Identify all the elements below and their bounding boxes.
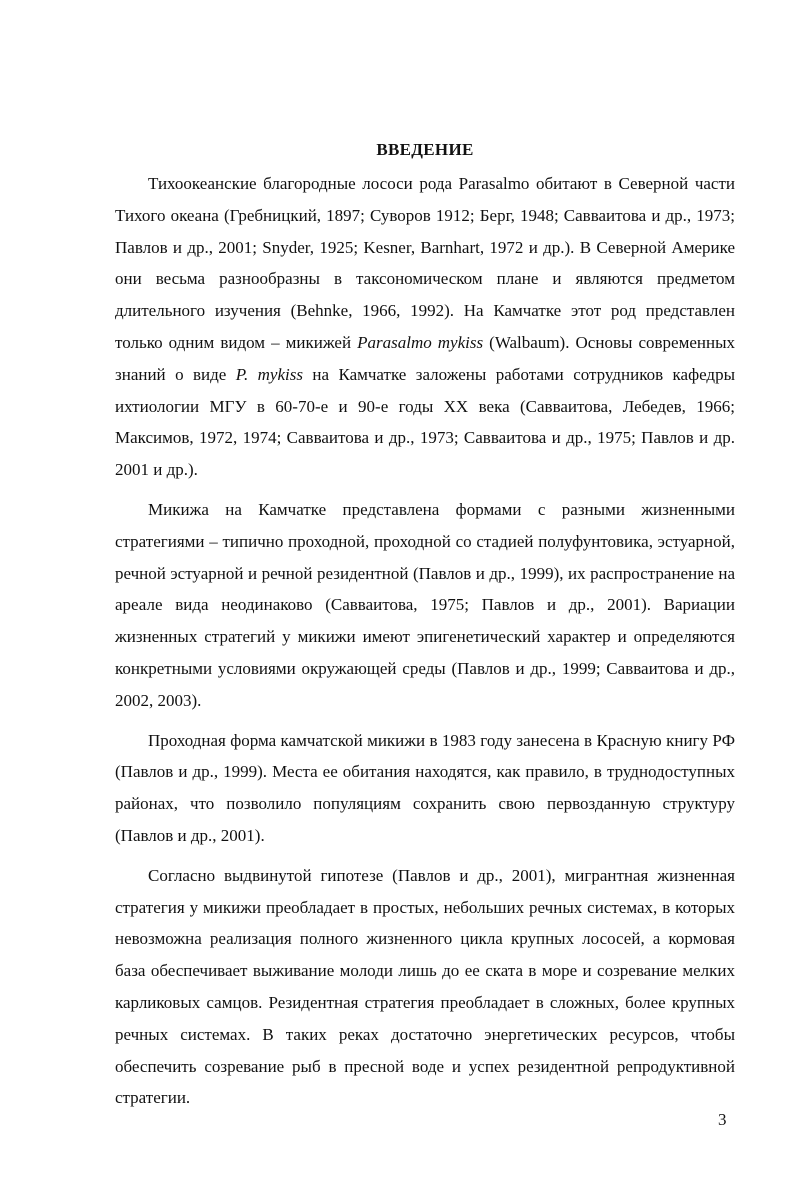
paragraph-text: Тихоокеанские благородные лососи рода Parasalmo обитают в Северной части Тихого океана (Гребницкий, 1897; Суворов 1912; Берг, 1948; Савваитова и др., 1973; Павлов и др., 2001; Snyder, 1925; Kesner, Barnhart, 1972 и др.). В Северной Америке они весьма разнообразны в таксономическом плане и являются предметом длительного изучения (Behnke, 1966, 1992). На Камчатке этот род представлен только одним видом – микижей	[115, 174, 735, 352]
paragraph-4	[115, 860, 735, 1114]
paragraph-2	[115, 494, 735, 717]
section-title: ВВЕДЕНИЕ	[376, 140, 474, 159]
paragraph-text: Проходная форма камчатской микижи в 1983 году занесена в Красную книгу РФ (Павлов и др., 1999). Места ее обитания находятся, как правило, в труднодоступных районах, что позволило популяциям сохранить свою первозданную структуру (Павлов и др., 2001).	[115, 730, 735, 845]
paragraph-text: Микижа на Камчатке представлена формами с разными жизненными стратегиями – типично проходной, проходной со стадией полуфунтовика, эстуарной, речной эстуарной и речной резидентной (Павлов и др., 1999), их распространение на ареале вида неодинаково (Савваитова, 1975; Павлов и др., 2001). Вариации жизненных стратегий у микижи имеют эпигенетический характер и определяются конкретными условиями окружающей среды (Павлов и др., 1999; Савваитова и др., 2002, 2003).	[115, 499, 735, 710]
body-text	[115, 168, 735, 1114]
paragraph-1	[115, 168, 735, 486]
paragraph-3	[115, 725, 735, 852]
page-number: 3	[718, 1110, 727, 1129]
species-name: Parasalmo mykiss	[357, 332, 484, 352]
paragraph-text: на Камчатке заложены работами сотрудников кафедры ихтиологии МГУ в 60-70-е и 90-е годы XX века (Савваитова, Лебедев, 1966; Максимов, 1972, 1974; Савваитова и др., 1973; Савваитова и др., 1975; Павлов и др. 2001 и др.).	[115, 364, 736, 480]
document-page	[115, 138, 735, 1114]
species-name: P. mykiss	[235, 364, 303, 384]
paragraph-text: (Walbaum). Основы современных знаний о виде	[115, 332, 735, 384]
paragraph-text: Согласно выдвинутой гипотезе (Павлов и др., 2001), мигрантная жизненная стратегия у микижи преобладает в простых, небольших речных системах, в которых невозможна реализация полного жизненного цикла крупных лососей, а кормовая база обеспечивает выживание молоди лишь до ее ската в море и созревание мелких карликовых самцов. Резидентная стратегия преобладает в сложных, более крупных речных системах. В таких реках достаточно энергетических ресурсов, чтобы обеспечить созревание рыб в пресной воде и успех резидентной репродуктивной стратегии.	[115, 865, 735, 1108]
